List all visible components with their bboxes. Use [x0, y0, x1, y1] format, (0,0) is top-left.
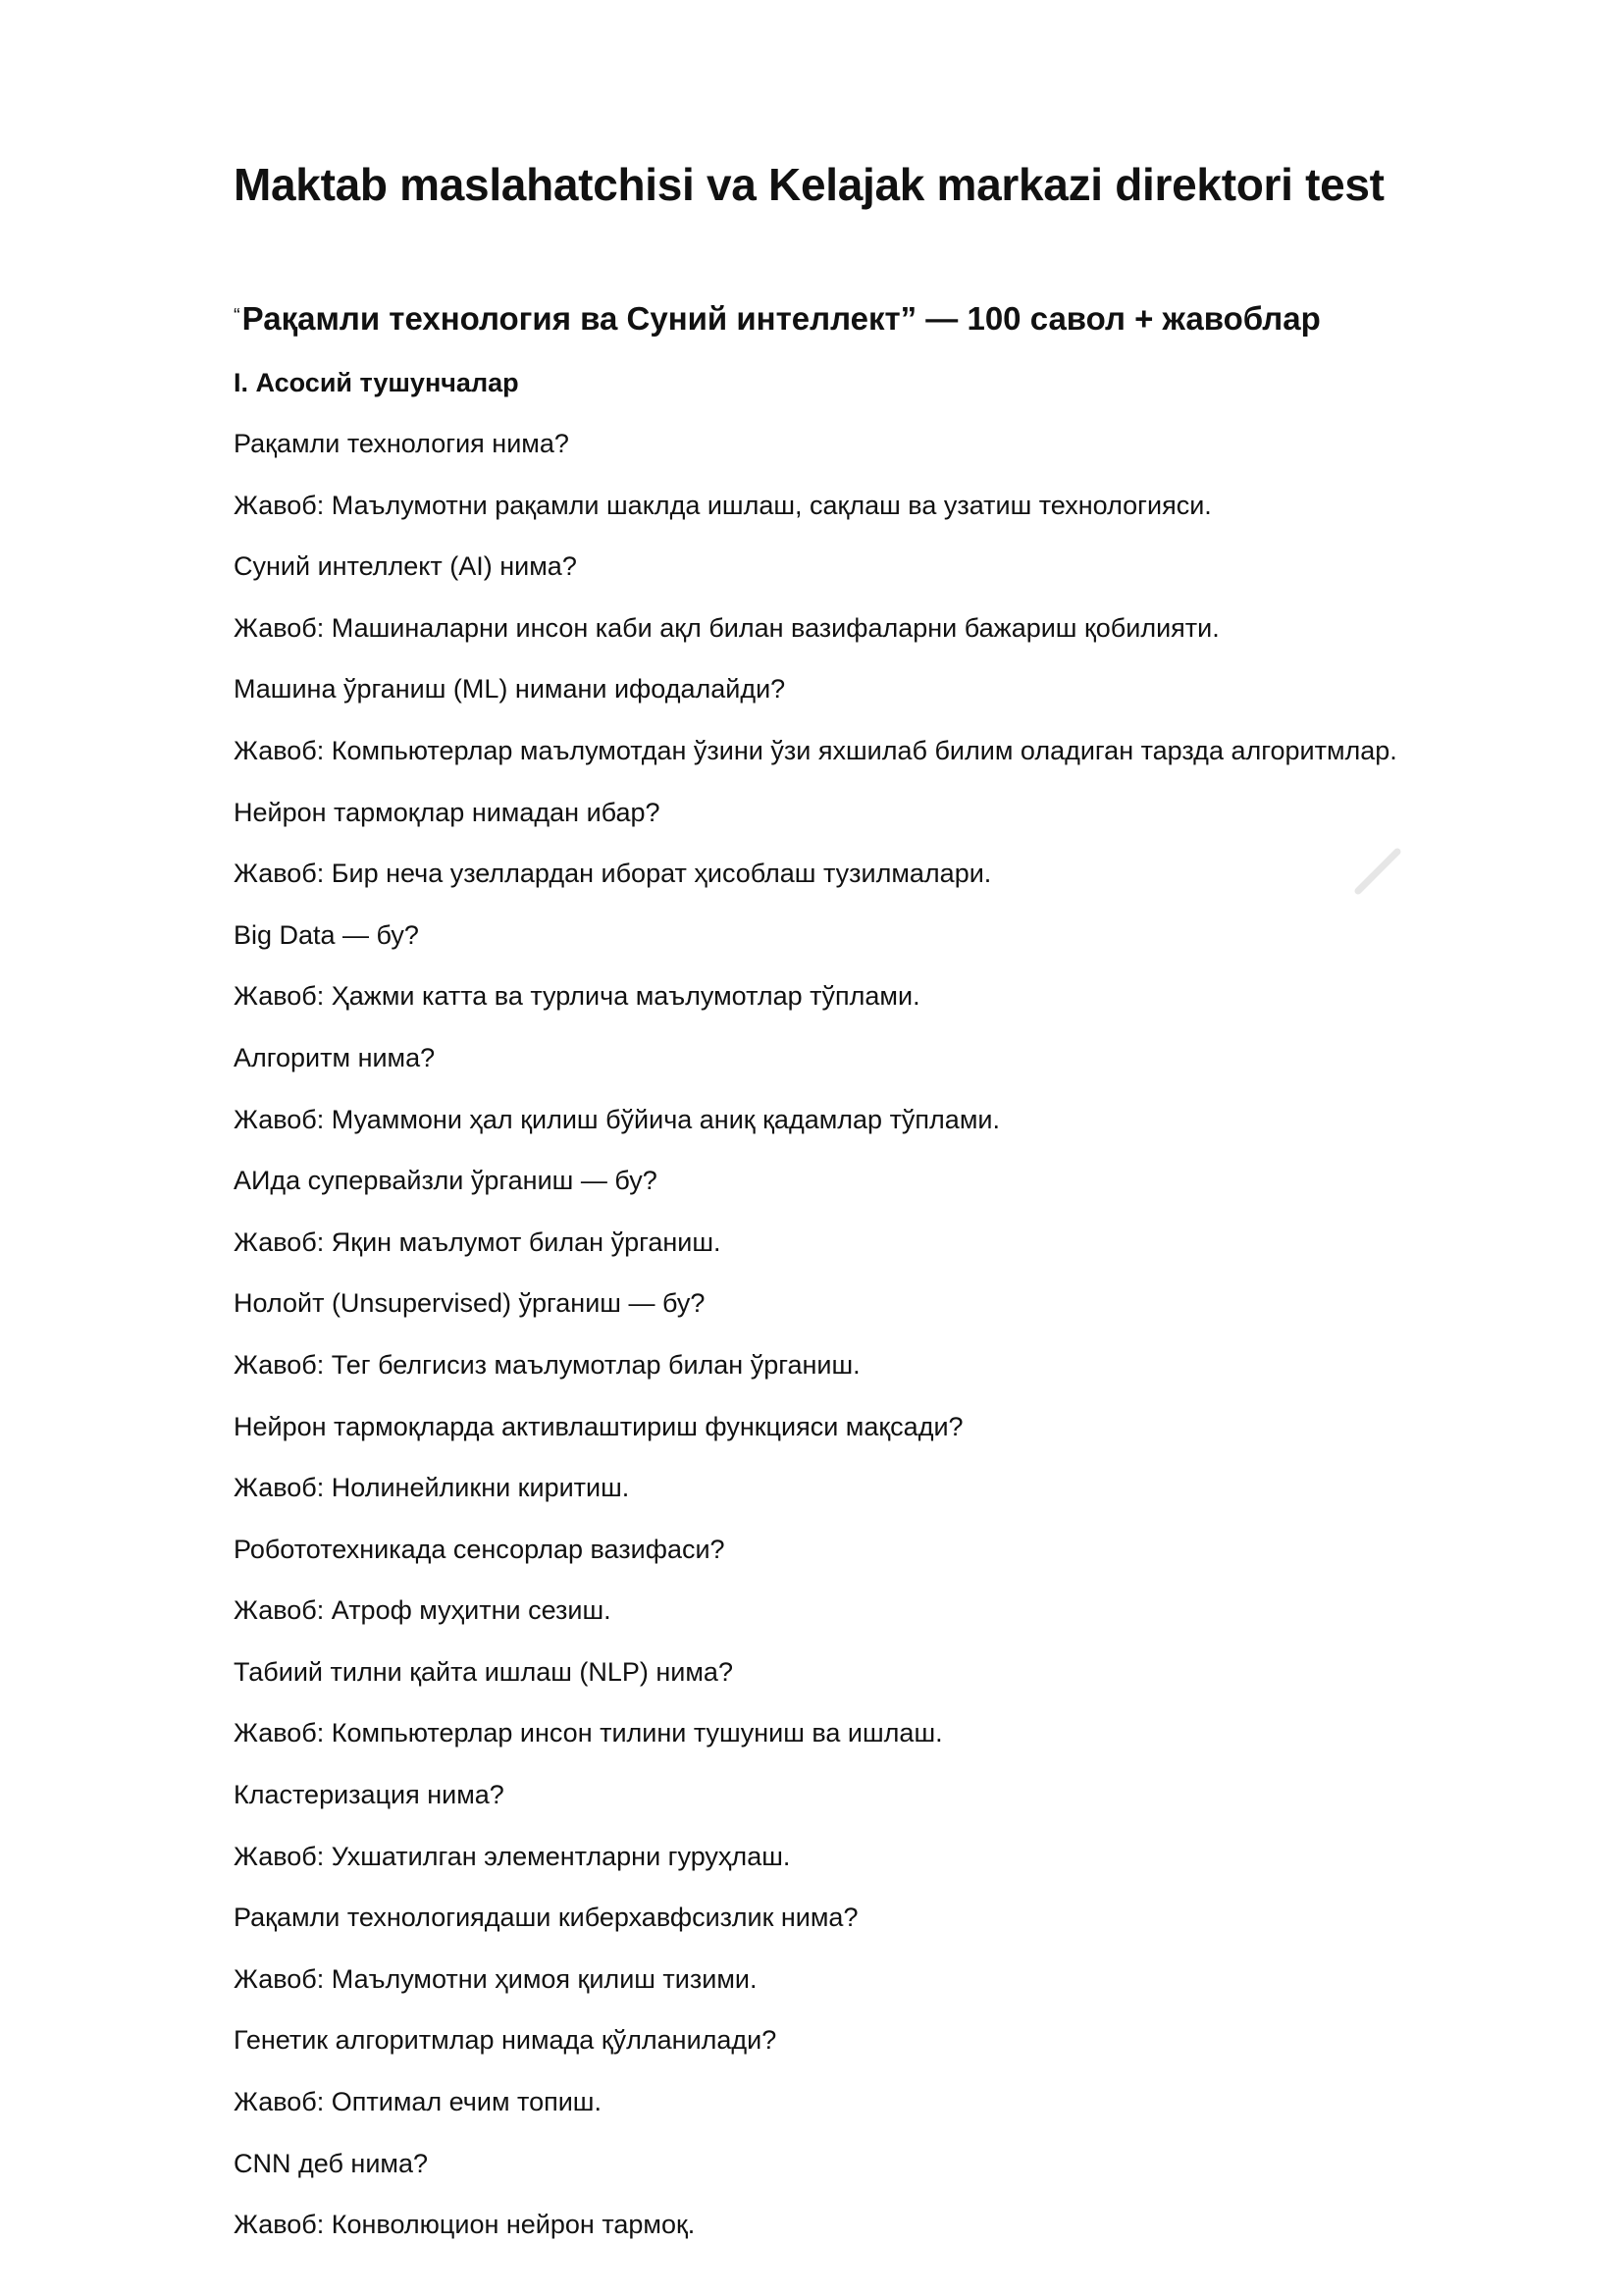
question-line: Суний интеллект (AI) нима?	[234, 551, 577, 582]
answer-line: Жавоб: Атроф муҳитни сезиш.	[234, 1595, 611, 1626]
subtitle-text: Рақамли технология ва Суний интеллект” — 100 савол + жавоблар	[241, 300, 1321, 337]
answer-line: Жавоб: Ухшатилган элементларни гуруҳлаш.	[234, 1841, 791, 1871]
question-answer-list	[234, 426, 1509, 2269]
answer-line: Жавоб: Ҳажми катта ва турлича маълумотлар тўплами.	[234, 981, 920, 1012]
document-subtitle	[234, 294, 1321, 340]
question-line: Генетик алгоритмлар нимада қўлланилади?	[234, 2025, 777, 2056]
question-line: Кластеризация нима?	[234, 1780, 504, 1810]
answer-line: Жавоб: Компьютерлар инсон тилини тушуниш ва ишлаш.	[234, 1718, 943, 1748]
question-line: АИда супервайзли ўрганиш — бу?	[234, 1166, 657, 1196]
answer-line: Жавоб: Машиналарни инсон каби ақл билан вазифаларни бажариш қобилияти.	[234, 612, 1220, 643]
answer-line: Жавоб: Конволюцион нейрон тармоқ.	[234, 2210, 696, 2240]
question-line: Big Data — бу?	[234, 919, 419, 950]
answer-line: Жавоб: Оптимал ечим топиш.	[234, 2087, 602, 2117]
answer-line: Жавоб: Компьютерлар маълумотдан ўзини ўзи яхшилаб билим оладиган тарзда алгоритмлар.	[234, 735, 1397, 765]
answer-line: Жавоб: Маълумотни ҳимоя қилиш тизими.	[234, 1963, 758, 1994]
question-line: Нейрон тармоқларда активлаштириш функцияси мақсади?	[234, 1411, 964, 1441]
question-line: Рақамли технологиядаши киберхавфсизлик нима?	[234, 1903, 859, 1933]
question-line: Табиий тилни қайта ишлаш (NLP) нима?	[234, 1656, 733, 1687]
answer-line: Жавоб: Бир неча узеллардан иборат ҳисоблаш тузилмалари.	[234, 859, 992, 889]
question-line: Рақамли технология нима?	[234, 429, 569, 458]
question-line: Нейрон тармоқлар нимадан ибар?	[234, 797, 660, 827]
answer-line: Жавоб: Муаммони ҳал қилиш бўйича аниқ қадамлар тўплами.	[234, 1104, 1000, 1134]
answer-line: Жавоб: Тег белгисиз маълумотлар билан ўрганиш.	[234, 1349, 861, 1380]
question-line: Робототехникада сенсорлар вазифаси?	[234, 1534, 725, 1564]
pen-icon	[1352, 846, 1403, 897]
answer-line: Жавоб: Яқин маълумот билан ўрганиш.	[234, 1226, 721, 1257]
answer-line: Жавоб: Маълумотни рақамли шаклда ишлаш, сақлаш ва узатиш технологияси.	[234, 490, 1212, 520]
subtitle-open-quote: “	[234, 305, 240, 327]
question-line: CNN деб нима?	[234, 2148, 429, 2178]
answer-line: Жавоб: Нолинейликни киритиш.	[234, 1473, 630, 1503]
pen-mark-stroke	[1358, 852, 1397, 891]
section-heading: I. Асосий тушунчалар	[234, 368, 519, 397]
question-line: Алгоритм нима?	[234, 1042, 436, 1072]
document-title: Maktab maslahatchisi va Kelajak markazi direktori test	[234, 159, 1385, 210]
question-line: Нолойт (Unsupervised) ўрганиш — бу?	[234, 1288, 706, 1319]
question-line: Машина ўрганиш (ML) нимани ифодалайди?	[234, 674, 786, 704]
